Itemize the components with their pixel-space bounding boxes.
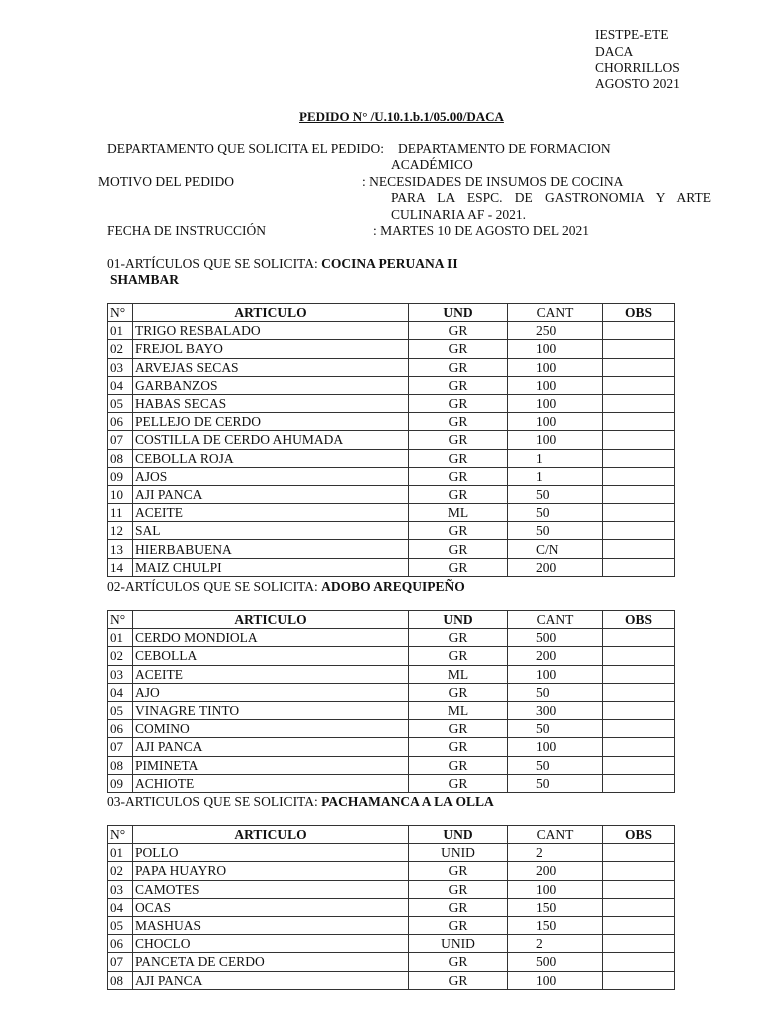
section-3-heading [107, 794, 494, 810]
row-cant: 200 [508, 647, 603, 665]
row-obs [603, 467, 675, 485]
row-obs [603, 935, 675, 953]
row-obs [603, 394, 675, 412]
document-title: PEDIDO N° /U.10.1.b.1/05.00/DACA [299, 109, 504, 124]
row-articulo: COSTILLA DE CERDO AHUMADA [133, 431, 409, 449]
table-row [108, 683, 675, 701]
table-row [108, 485, 675, 503]
col-header-obs: OBS [603, 826, 675, 844]
table-row [108, 449, 675, 467]
row-articulo: ACHIOTE [133, 774, 409, 792]
row-und: GR [409, 322, 508, 340]
row-number: 03 [108, 880, 133, 898]
row-und: GR [409, 340, 508, 358]
row-und: GR [409, 738, 508, 756]
row-obs [603, 431, 675, 449]
row-cant: 2 [508, 935, 603, 953]
motivo-label: MOTIVO DEL PEDIDO [98, 174, 234, 189]
row-articulo: PIMINETA [133, 756, 409, 774]
row-obs [603, 774, 675, 792]
row-und: GR [409, 774, 508, 792]
row-und: ML [409, 665, 508, 683]
row-cant: 150 [508, 898, 603, 916]
row-obs [603, 340, 675, 358]
table-row [108, 953, 675, 971]
table-row [108, 413, 675, 431]
row-obs [603, 756, 675, 774]
table-row [108, 774, 675, 792]
table-row [108, 844, 675, 862]
header-line-department: DACA [595, 44, 634, 59]
row-number: 03 [108, 358, 133, 376]
row-articulo: MAIZ CHULPI [133, 558, 409, 576]
col-header-articulo: ARTICULO [133, 826, 409, 844]
row-obs [603, 647, 675, 665]
row-cant: 100 [508, 394, 603, 412]
table-row [108, 916, 675, 934]
row-obs [603, 358, 675, 376]
row-articulo: MASHUAS [133, 916, 409, 934]
row-number: 13 [108, 540, 133, 558]
row-cant: C/N [508, 540, 603, 558]
row-articulo: POLLO [133, 844, 409, 862]
row-articulo: CAMOTES [133, 880, 409, 898]
row-obs [603, 485, 675, 503]
row-obs [603, 683, 675, 701]
header-line-institution: IESTPE-ETE [595, 27, 669, 42]
header-line-district: CHORRILLOS [595, 60, 680, 75]
row-und: GR [409, 916, 508, 934]
row-number: 02 [108, 647, 133, 665]
row-cant: 1 [508, 467, 603, 485]
items-table-2 [107, 610, 675, 793]
table-row [108, 376, 675, 394]
row-obs [603, 720, 675, 738]
row-number: 12 [108, 522, 133, 540]
table-row [108, 756, 675, 774]
row-number: 08 [108, 449, 133, 467]
fecha-label: FECHA DE INSTRUCCIÓN [107, 223, 267, 238]
table-row [108, 701, 675, 719]
row-number: 08 [108, 756, 133, 774]
row-articulo: FREJOL BAYO [133, 340, 409, 358]
row-articulo: PAPA HUAYRO [133, 862, 409, 880]
table-row [108, 935, 675, 953]
col-header-n: N° [108, 611, 133, 629]
table-row [108, 971, 675, 989]
row-number: 04 [108, 898, 133, 916]
row-number: 05 [108, 701, 133, 719]
row-cant: 50 [508, 485, 603, 503]
row-und: GR [409, 898, 508, 916]
table-header-row [108, 611, 675, 629]
row-articulo: GARBANZOS [133, 376, 409, 394]
row-cant: 1 [508, 449, 603, 467]
row-und: GR [409, 485, 508, 503]
table-row [108, 880, 675, 898]
col-header-obs: OBS [603, 611, 675, 629]
row-obs [603, 844, 675, 862]
row-articulo: HABAS SECAS [133, 394, 409, 412]
row-obs [603, 898, 675, 916]
row-und: GR [409, 540, 508, 558]
row-obs [603, 738, 675, 756]
row-articulo: AJO [133, 683, 409, 701]
row-number: 10 [108, 485, 133, 503]
row-number: 01 [108, 322, 133, 340]
row-und: GR [409, 394, 508, 412]
row-obs [603, 862, 675, 880]
motivo-value-cont: PARA LA ESPC. DE GASTRONOMIA Y ARTE [391, 190, 711, 205]
row-articulo: AJI PANCA [133, 971, 409, 989]
row-und: GR [409, 558, 508, 576]
row-cant: 150 [508, 916, 603, 934]
row-cant: 200 [508, 862, 603, 880]
row-articulo: CEBOLLA [133, 647, 409, 665]
row-cant: 250 [508, 322, 603, 340]
row-cant: 300 [508, 701, 603, 719]
table-row [108, 738, 675, 756]
table-row [108, 522, 675, 540]
col-header-n: N° [108, 826, 133, 844]
row-articulo: ACEITE [133, 665, 409, 683]
row-cant: 500 [508, 629, 603, 647]
col-header-articulo: ARTICULO [133, 611, 409, 629]
row-cant: 50 [508, 522, 603, 540]
table-row [108, 504, 675, 522]
row-number: 06 [108, 720, 133, 738]
row-cant: 200 [508, 558, 603, 576]
row-und: ML [409, 701, 508, 719]
section-2-heading [107, 579, 465, 595]
row-number: 06 [108, 413, 133, 431]
row-articulo: AJI PANCA [133, 485, 409, 503]
table-row [108, 629, 675, 647]
row-obs [603, 540, 675, 558]
row-cant: 100 [508, 376, 603, 394]
row-number: 11 [108, 504, 133, 522]
row-und: ML [409, 504, 508, 522]
row-obs [603, 665, 675, 683]
header-line-date: AGOSTO 2021 [595, 76, 680, 91]
table-row [108, 431, 675, 449]
items-table-3 [107, 825, 675, 990]
row-obs [603, 971, 675, 989]
row-cant: 100 [508, 971, 603, 989]
row-number: 02 [108, 862, 133, 880]
row-und: UNID [409, 844, 508, 862]
section-1-heading [107, 256, 458, 272]
row-number: 09 [108, 467, 133, 485]
table-row [108, 558, 675, 576]
col-header-cant: CANT [508, 611, 603, 629]
row-articulo: CERDO MONDIOLA [133, 629, 409, 647]
row-number: 07 [108, 738, 133, 756]
motivo-value-cont2: CULINARIA AF - 2021. [391, 207, 527, 222]
row-und: GR [409, 467, 508, 485]
dept-label: DEPARTAMENTO QUE SOLICITA EL PEDIDO: [107, 141, 385, 156]
row-und: GR [409, 862, 508, 880]
row-articulo: PELLEJO DE CERDO [133, 413, 409, 431]
row-obs [603, 449, 675, 467]
row-articulo: TRIGO RESBALADO [133, 322, 409, 340]
row-und: GR [409, 683, 508, 701]
row-cant: 100 [508, 665, 603, 683]
row-articulo: VINAGRE TINTO [133, 701, 409, 719]
section-1-subname: SHAMBAR [110, 272, 180, 287]
row-cant: 500 [508, 953, 603, 971]
table-row [108, 394, 675, 412]
col-header-cant: CANT [508, 826, 603, 844]
table-row [108, 358, 675, 376]
row-cant: 100 [508, 738, 603, 756]
row-cant: 100 [508, 358, 603, 376]
row-cant: 50 [508, 683, 603, 701]
row-articulo: CEBOLLA ROJA [133, 449, 409, 467]
row-articulo: ARVEJAS SECAS [133, 358, 409, 376]
row-articulo: OCAS [133, 898, 409, 916]
section-2-prefix: 02-ARTÍCULOS QUE SE SOLICITA: [107, 579, 318, 594]
table-row [108, 540, 675, 558]
row-obs [603, 413, 675, 431]
table-row [108, 467, 675, 485]
row-number: 04 [108, 683, 133, 701]
col-header-und: UND [409, 826, 508, 844]
table-row [108, 665, 675, 683]
row-number: 08 [108, 971, 133, 989]
section-2-name: ADOBO AREQUIPEÑO [321, 579, 465, 594]
row-number: 02 [108, 340, 133, 358]
col-header-cant: CANT [508, 304, 603, 322]
row-cant: 50 [508, 504, 603, 522]
section-1-prefix: 01-ARTÍCULOS QUE SE SOLICITA: [107, 256, 318, 271]
row-cant: 100 [508, 413, 603, 431]
row-number: 01 [108, 629, 133, 647]
row-cant: 100 [508, 431, 603, 449]
row-cant: 50 [508, 756, 603, 774]
row-obs [603, 880, 675, 898]
row-und: GR [409, 358, 508, 376]
row-number: 04 [108, 376, 133, 394]
row-number: 07 [108, 431, 133, 449]
col-header-n: N° [108, 304, 133, 322]
row-articulo: ACEITE [133, 504, 409, 522]
row-cant: 100 [508, 340, 603, 358]
row-number: 01 [108, 844, 133, 862]
col-header-und: UND [409, 304, 508, 322]
row-number: 09 [108, 774, 133, 792]
table-row [108, 862, 675, 880]
table-row [108, 322, 675, 340]
row-obs [603, 504, 675, 522]
row-cant: 2 [508, 844, 603, 862]
row-und: GR [409, 880, 508, 898]
row-und: GR [409, 431, 508, 449]
items-table-1 [107, 303, 675, 577]
fecha-value: : MARTES 10 DE AGOSTO DEL 2021 [373, 223, 589, 238]
row-obs [603, 701, 675, 719]
row-und: GR [409, 971, 508, 989]
row-und: GR [409, 953, 508, 971]
row-articulo: COMINO [133, 720, 409, 738]
row-cant: 50 [508, 720, 603, 738]
table-header-row [108, 826, 675, 844]
col-header-articulo: ARTICULO [133, 304, 409, 322]
row-und: GR [409, 376, 508, 394]
row-cant: 100 [508, 880, 603, 898]
table-row [108, 898, 675, 916]
row-und: UNID [409, 935, 508, 953]
row-obs [603, 376, 675, 394]
section-3-name: PACHAMANCA A LA OLLA [321, 794, 494, 809]
section-1-name: COCINA PERUANA II [321, 256, 458, 271]
row-articulo: PANCETA DE CERDO [133, 953, 409, 971]
row-cant: 50 [508, 774, 603, 792]
table-header-row [108, 304, 675, 322]
col-header-obs: OBS [603, 304, 675, 322]
row-obs [603, 322, 675, 340]
table-row [108, 647, 675, 665]
row-und: GR [409, 756, 508, 774]
row-number: 05 [108, 394, 133, 412]
row-articulo: CHOCLO [133, 935, 409, 953]
dept-value-cont: ACADÉMICO [391, 157, 473, 172]
row-und: GR [409, 720, 508, 738]
row-articulo: SAL [133, 522, 409, 540]
row-obs [603, 558, 675, 576]
dept-value: DEPARTAMENTO DE FORMACION [398, 141, 611, 156]
row-und: GR [409, 413, 508, 431]
row-obs [603, 916, 675, 934]
table-row [108, 720, 675, 738]
row-obs [603, 522, 675, 540]
row-articulo: HIERBABUENA [133, 540, 409, 558]
row-und: GR [409, 647, 508, 665]
motivo-value: : NECESIDADES DE INSUMOS DE COCINA [362, 174, 624, 189]
row-und: GR [409, 449, 508, 467]
row-und: GR [409, 629, 508, 647]
section-3-prefix: 03-ARTICULOS QUE SE SOLICITA: [107, 794, 318, 809]
row-obs [603, 629, 675, 647]
row-number: 07 [108, 953, 133, 971]
row-articulo: AJOS [133, 467, 409, 485]
row-obs [603, 953, 675, 971]
table-row [108, 340, 675, 358]
row-number: 14 [108, 558, 133, 576]
row-number: 03 [108, 665, 133, 683]
row-number: 06 [108, 935, 133, 953]
row-number: 05 [108, 916, 133, 934]
row-und: GR [409, 522, 508, 540]
row-articulo: AJI PANCA [133, 738, 409, 756]
col-header-und: UND [409, 611, 508, 629]
